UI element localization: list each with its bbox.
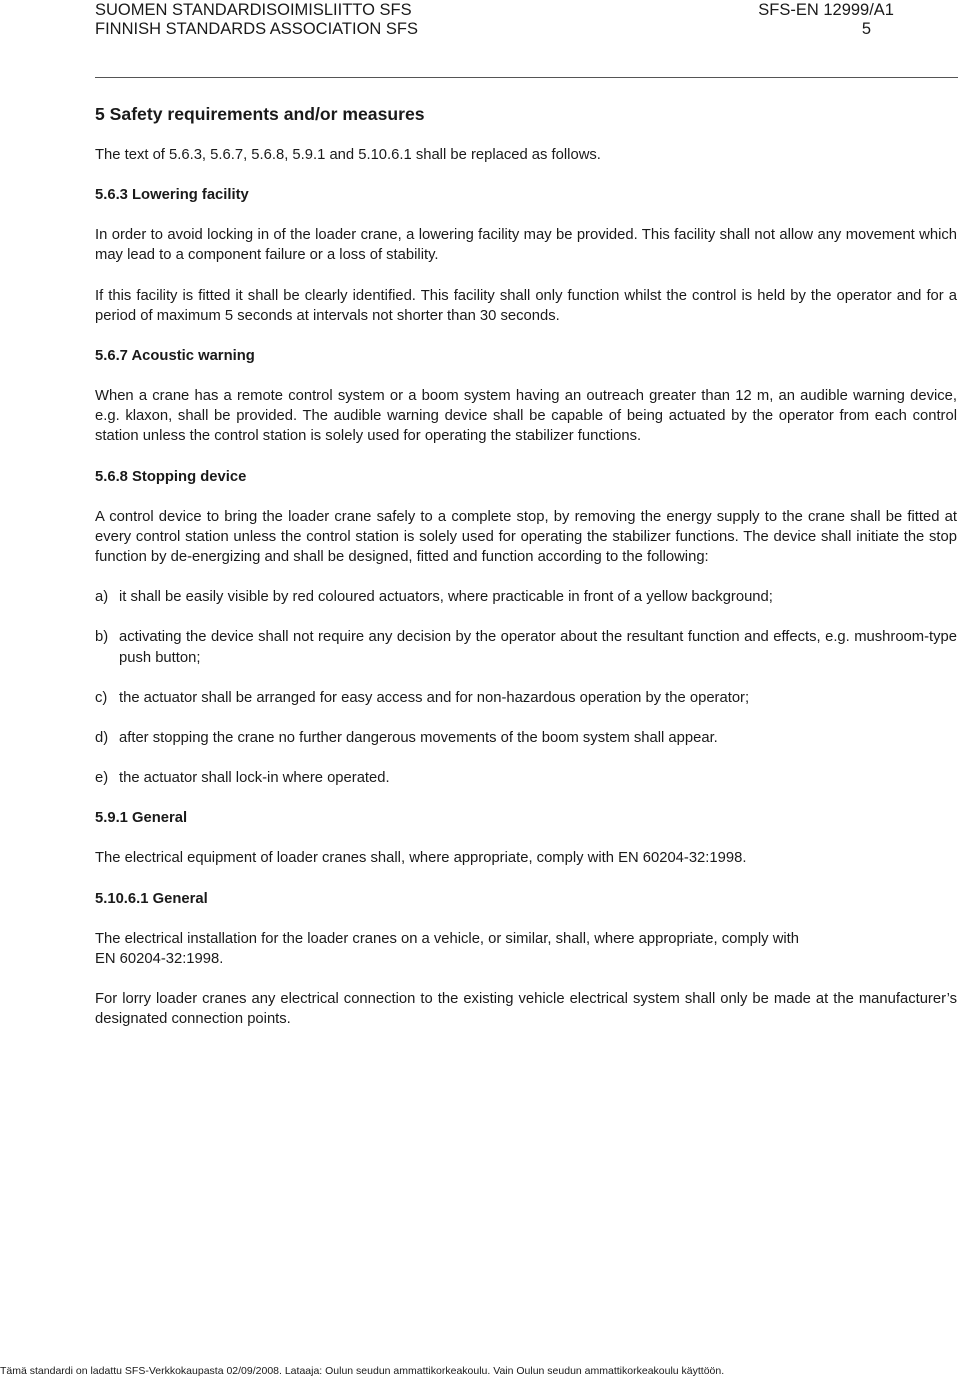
paragraph: When a crane has a remote control system or a boom system having an outreach greater than 12 m, an audible warning device, e.g. klaxon, shall be provided. The audible warning device shall be capable of being actuated by the operator from each control station unless the control station is solely used for operating the stabilizer functions. <box>95 388 957 445</box>
subsection-heading-5-10-6-1: 5.10.6.1 General <box>95 890 208 907</box>
section-intro: The text of 5.6.3, 5.6.7, 5.6.8, 5.9.1 and 5.10.6.1 shall be replaced as follows. <box>95 147 601 163</box>
list-item-label: d) <box>95 730 109 747</box>
list-item-label: a) <box>95 589 109 606</box>
subsection-heading-5-6-7: 5.6.7 Acoustic warning <box>95 348 255 365</box>
paragraph: A control device to bring the loader crane safely to a complete stop, by removing the energy supply to the crane shall be fitted at every control station unless the control station is solely used for operating the stabilizer functions. The device shall initiate the stop function by de-energizing and shall be designed, fitted and function according to the following: <box>95 508 957 566</box>
list-item <box>95 587 957 607</box>
list-item-text: it shall be easily visible by red coloured actuators, where practicable in front of a yellow background; <box>119 589 773 606</box>
header-divider <box>95 77 958 78</box>
paragraph-line: The electrical installation for the loader cranes on a vehicle, or similar, shall, where appropriate, comply with <box>95 930 800 947</box>
header-organization-english: FINNISH STANDARDS ASSOCIATION SFS <box>95 20 419 38</box>
paragraph: If this facility is fitted it shall be clearly identified. This facility shall only function whilst the control is held by the operator and for a period of maximum 5 seconds at intervals not shorter than 30 seconds. <box>95 287 957 324</box>
document-body <box>95 103 957 1049</box>
paragraph <box>95 929 957 969</box>
list-item-text: the actuator shall lock-in where operated. <box>119 770 390 787</box>
list-item <box>95 627 957 667</box>
list-item-text: after stopping the crane no further dangerous movements of the boom system shall appear. <box>119 730 718 747</box>
header-organization-finnish: SUOMEN STANDARDISOIMISLIITTO SFS <box>95 1 412 19</box>
subsection-heading-5-6-3: 5.6.3 Lowering facility <box>95 187 249 204</box>
header-document-id: SFS-EN 12999/A1 <box>758 1 894 19</box>
list-item-text: the actuator shall be arranged for easy access and for non-hazardous operation by the operator; <box>119 689 750 706</box>
download-footer-note: Tämä standardi on ladattu SFS-Verkkokaupasta 02/09/2008. Lataaja: Oulun seudun ammattikorkeakoulu. Vain Oulun seudun ammattikorkeakoulu käyttöön. <box>0 1365 725 1377</box>
section-title: 5 Safety requirements and/or measures <box>95 104 425 124</box>
paragraph: In order to avoid locking in of the loader crane, a lowering facility may be provided. This facility shall not allow any movement which may lead to a component failure or a loss of stability. <box>95 227 957 264</box>
list-item-label: c) <box>95 689 108 706</box>
list-item <box>95 728 957 748</box>
list-item-label: e) <box>95 770 109 787</box>
list-item <box>95 768 957 788</box>
list-item-label: b) <box>95 629 109 646</box>
list-item-text: activating the device shall not require any decision by the operator about the resultant function and effects, e.g. mushroom-type push button; <box>119 629 957 666</box>
subsection-heading-5-9-1: 5.9.1 General <box>95 810 188 827</box>
list-item <box>95 688 957 708</box>
subsection-heading-5-6-8: 5.6.8 Stopping device <box>95 468 247 485</box>
paragraph: The electrical equipment of loader cranes shall, where appropriate, comply with EN 60204-32:1998. <box>95 850 747 867</box>
paragraph: For lorry loader cranes any electrical connection to the existing vehicle electrical system shall only be made at the manufacturer’s designated connection points. <box>95 991 957 1028</box>
header-page-number: 5 <box>861 20 871 38</box>
paragraph-line: EN 60204-32:1998. <box>95 950 224 967</box>
